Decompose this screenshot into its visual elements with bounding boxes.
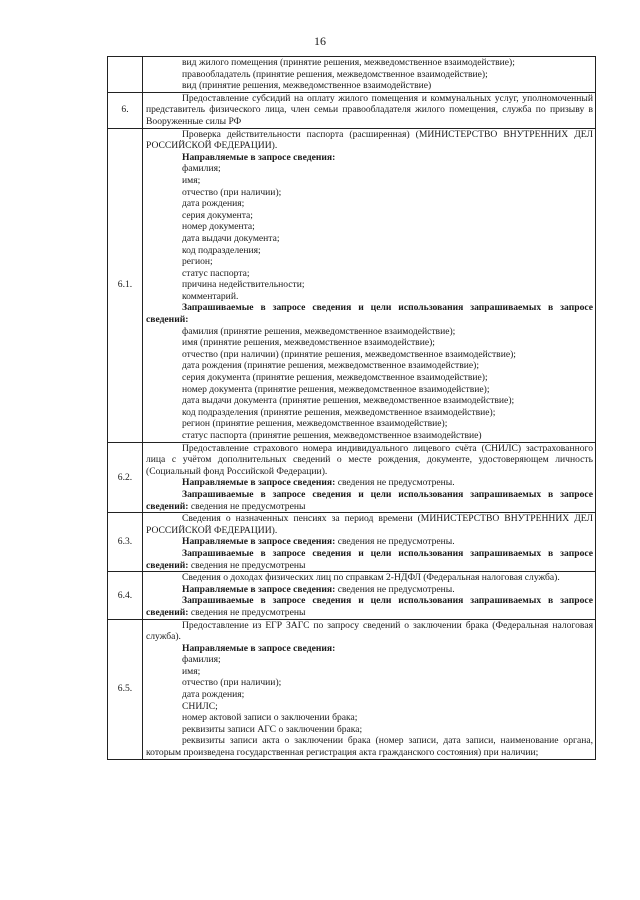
sent-label: Направляемые в запросе сведения: bbox=[182, 151, 336, 163]
requested-label: Запрашиваемые в запросе сведения и цели использования запрашиваемых в запросе сведений: bbox=[146, 488, 593, 512]
row-number bbox=[108, 57, 143, 93]
row-number: 6.5. bbox=[108, 619, 143, 759]
sent-value: сведения не предусмотрены. bbox=[337, 477, 455, 489]
requested-value: сведения не предусмотрены bbox=[190, 559, 306, 571]
item-heading: Предоставление страхового номера индивидуального лицевого счёта (СНИЛС) застрахованного лица с учётом дополнительных сведений о месте рождения, документе, удостоверяющем личность (Социальный фонд Российской Федерации). bbox=[146, 442, 593, 477]
list-item: фамилия (принятие решения, межведомственное взаимодействие); bbox=[182, 325, 456, 337]
sent-label: Направляемые в запросе сведения: bbox=[182, 642, 336, 654]
list-item: СНИЛС; bbox=[182, 700, 218, 712]
sent-label: Направляемые в запросе сведения: bbox=[182, 583, 336, 595]
list-item: реквизиты записи АГС о заключении брака; bbox=[182, 723, 363, 735]
list-item: код подразделения; bbox=[182, 244, 261, 256]
list-item: дата выдачи документа (принятие решения, межведомственное взаимодействие); bbox=[182, 395, 515, 407]
list-item: дата выдачи документа; bbox=[182, 232, 280, 244]
row-number: 6.4. bbox=[108, 572, 143, 619]
list-item: причина недействительности; bbox=[182, 279, 305, 291]
table-row bbox=[108, 442, 596, 513]
table-row bbox=[108, 513, 596, 572]
list-item: реквизиты записи акта о заключении брака (номер записи, дата записи, наименование органа, которым произведена государственная регистрация акта гражданского состояния) при наличии; bbox=[146, 735, 593, 759]
requested-label: Запрашиваемые в запросе сведения и цели использования запрашиваемых в запросе сведений: bbox=[146, 302, 593, 326]
list-item: отчество (при наличии); bbox=[182, 677, 282, 689]
sent-label: Направляемые в запросе сведения: bbox=[182, 477, 336, 489]
list-item: регион (принятие решения, межведомственное взаимодействие); bbox=[182, 418, 448, 430]
row-content bbox=[143, 442, 596, 513]
list-item: отчество (при наличии); bbox=[182, 186, 282, 198]
table-row bbox=[108, 128, 596, 442]
list-item: дата рождения (принятие решения, межведомственное взаимодействие); bbox=[182, 360, 479, 372]
page-number: 16 bbox=[314, 34, 326, 48]
requirements-table bbox=[107, 56, 596, 760]
list-item: вид (принятие решения, межведомственное взаимодействие) bbox=[182, 80, 432, 92]
sent-value: сведения не предусмотрены. bbox=[337, 536, 455, 548]
list-item: вид жилого помещения (принятие решения, межведомственное взаимодействие); bbox=[182, 57, 515, 68]
row-content bbox=[143, 57, 596, 93]
section-heading: Предоставление субсидий на оплату жилого помещения и коммунальных услуг, уполномоченный представитель физического лица, член семьи правообладателя жилого помещения, служба по призыву в Вооруженные силы РФ bbox=[146, 92, 593, 127]
row-number: 6.3. bbox=[108, 513, 143, 572]
list-item: номер актовой записи о заключении брака; bbox=[182, 712, 358, 724]
table-row bbox=[108, 92, 596, 128]
row-content bbox=[143, 572, 596, 619]
list-item: дата рождения; bbox=[182, 689, 245, 701]
list-item: имя; bbox=[182, 665, 201, 677]
list-item: фамилия; bbox=[182, 654, 221, 666]
list-item: правообладатель (принятие решения, межведомственное взаимодействие); bbox=[182, 68, 488, 80]
list-item: код подразделения (принятие решения, межведомственное взаимодействие); bbox=[182, 406, 496, 418]
list-item: фамилия; bbox=[182, 163, 221, 175]
list-item: отчество (при наличии) (принятие решения, межведомственное взаимодействие); bbox=[182, 348, 516, 360]
requested-label: Запрашиваемые в запросе сведения и цели использования запрашиваемых в запросе сведений: bbox=[146, 547, 593, 571]
sent-label: Направляемые в запросе сведения: bbox=[182, 536, 336, 548]
list-item: имя; bbox=[182, 174, 201, 186]
list-item: номер документа; bbox=[182, 221, 255, 233]
item-heading: Предоставление из ЕГР ЗАГС по запросу сведений о заключении брака (Федеральная налоговая служба). bbox=[146, 619, 593, 643]
list-item: имя (принятие решения, межведомственное взаимодействие); bbox=[182, 337, 435, 349]
list-item: статус паспорта (принятие решения, межведомственное взаимодействие) bbox=[182, 430, 482, 441]
list-item: номер документа (принятие решения, межведомственное взаимодействие); bbox=[182, 383, 490, 395]
item-heading: Сведения о назначенных пенсиях за период времени (МИНИСТЕРСТВО ВНУТРЕННИХ ДЕЛ РОССИЙСКОЙ ФЕДЕРАЦИИ). bbox=[146, 513, 593, 536]
item-heading: Сведения о доходах физических лиц по справкам 2-НДФЛ (Федеральная налоговая служба). bbox=[182, 572, 560, 584]
table-row bbox=[108, 619, 596, 759]
requested-value: сведения не предусмотрены bbox=[190, 606, 306, 618]
row-number: 6.2. bbox=[108, 442, 143, 513]
table-row bbox=[108, 57, 596, 93]
sent-value: сведения не предусмотрены. bbox=[337, 583, 455, 595]
list-item: серия документа; bbox=[182, 209, 253, 221]
requested-value: сведения не предусмотрены bbox=[190, 500, 306, 512]
item-heading: Проверка действительности паспорта (расширенная) (МИНИСТЕРСТВО ВНУТРЕННИХ ДЕЛ РОССИЙСКОЙ ФЕДЕРАЦИИ). bbox=[146, 128, 593, 152]
list-item: статус паспорта; bbox=[182, 267, 250, 279]
row-content bbox=[143, 513, 596, 572]
row-content bbox=[143, 128, 596, 442]
list-item: комментарий. bbox=[182, 290, 239, 302]
list-item: дата рождения; bbox=[182, 198, 245, 210]
requested-label: Запрашиваемые в запросе сведения и цели использования запрашиваемых в запросе сведений: bbox=[146, 595, 593, 618]
table-row bbox=[108, 572, 596, 619]
row-content bbox=[143, 619, 596, 759]
list-item: серия документа (принятие решения, межведомственное взаимодействие); bbox=[182, 372, 488, 384]
list-item: регион; bbox=[182, 256, 213, 268]
row-number: 6. bbox=[108, 92, 143, 128]
row-content bbox=[143, 92, 596, 128]
row-number: 6.1. bbox=[108, 128, 143, 442]
